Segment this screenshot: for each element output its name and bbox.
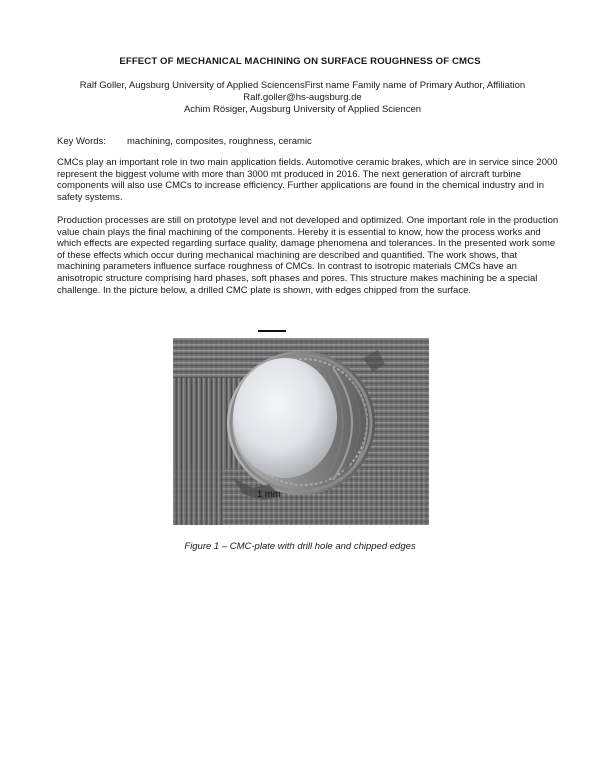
author-email: Ralf.goller@hs-augsburg.de [243, 92, 362, 103]
keywords-line [57, 136, 312, 148]
scale-label: 1 mm [257, 489, 281, 500]
paper-title: EFFECT OF MECHANICAL MACHINING ON SURFACE ROUGHNESS OF CMCS [119, 56, 481, 67]
cmc-plate-photo [173, 338, 429, 525]
keywords-label: Key Words: [57, 136, 106, 147]
author-line-2: Achim Rösiger, Augsburg University of Applied Sciencen [183, 104, 422, 115]
keywords-text: machining, composites, roughness, ceramic [127, 136, 312, 147]
paragraph-2: Production processes are still on prototype level and not developed and optimized. One important role in the production value chain plays the final machining of the components. Hereby it is essential to know, how the process works and which effects are expected regarding surface quality, damage phenomena and tolerances. In the presented work some of these effects which occur during mechanical machining are described and quantified. The work shows, that machining parameters influence surface roughness of CMCs. In contrast to isotropic materials CMCs have an anisotropic structure comprising hard phases, soft phases and pores. This structure makes machining be a special challenge. In the picture below, a drilled CMC plate is shown, with edges chipped from the surface. [57, 215, 559, 296]
figure-caption: Figure 1 – CMC-plate with drill hole and chipped edges [184, 541, 416, 552]
figure-image [173, 338, 429, 525]
scale-bar [258, 330, 286, 332]
author-line-1: Ralf Goller, Augsburg University of Applied SciencensFirst name Family name of Primary Author, Affiliation [79, 80, 526, 91]
author-block [40, 80, 565, 116]
paragraph-1: CMCs play an important role in two main application fields. Automotive ceramic brakes, which are in service since 2000 represent the biggest volume with more than 3000 mt produced in 2016. The next generation of aircraft turbine components will also use CMCs to increase efficiency. Further applications are found in the chemical industry and in safety systems. [57, 157, 558, 203]
